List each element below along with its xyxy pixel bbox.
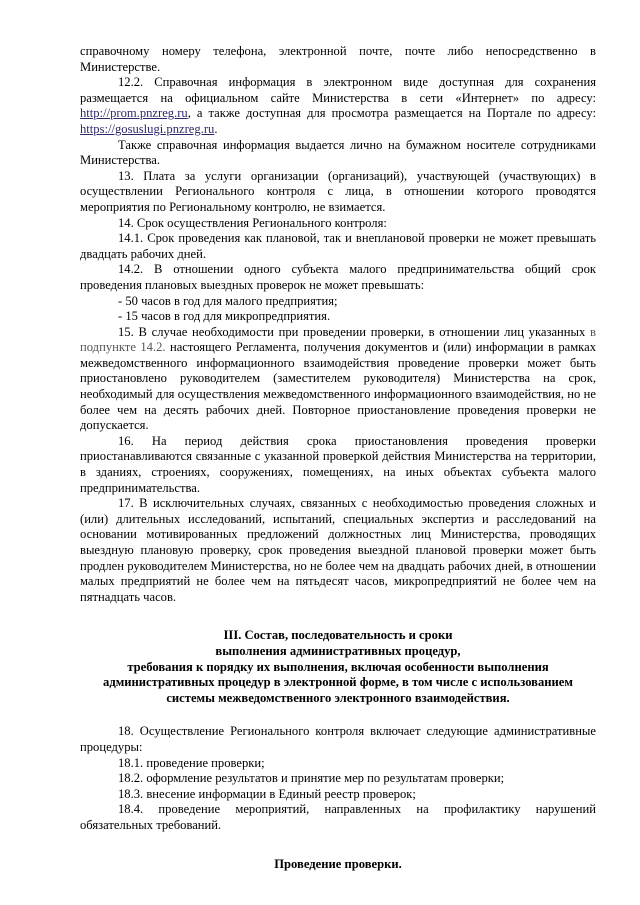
list-item-micro-enterprise: - 15 часов в год для микропредприятия.: [118, 309, 331, 324]
section-heading-line-4: административных процедур в электронной форме, в том числе с использованием: [103, 675, 573, 690]
section-heading-line-1: III. Состав, последовательность и сроки: [223, 628, 453, 643]
paragraph-12-2-text: 12.2. Справочная информация в электронном виде доступная для сохранения размещается на официальном сайте Министерства в сети «Интернет» по адресу:: [80, 75, 596, 105]
spacer: [80, 605, 596, 628]
paragraph-14: 14. Срок осуществления Регионального контроля:: [118, 215, 387, 230]
document-page: [80, 44, 596, 872]
paragraph-12-2-end: .: [214, 121, 218, 136]
section-heading-line-2: выполнения административных процедур,: [215, 643, 461, 658]
paragraph-18: 18. Осуществление Регионального контроля включает следующие административные процедуры:: [80, 724, 596, 754]
subclause-reference: в подпункте 14.2.: [80, 324, 596, 355]
paragraph-14-2: 14.2. В отношении одного субъекта малого предпринимательства общий срок проведения плановых выездных проверок не может превышать:: [80, 262, 596, 292]
paragraph-14-1: 14.1. Срок проведения как плановой, так и внеплановой проверки не может превышать двадцать рабочих дней.: [80, 231, 596, 261]
paragraph-15-rest: настоящего Регламента, получения документов и (или) информации в рамках межведомственного информационного взаимодействия проведение проверки может быть приостановлено руководителем (заместителем руководителя) Министерства на срок, необходимый для осуществления межведомственного информационного взаимодействия, но не более чем на десять рабочих дней. Повторное приостановление проведения проверки не допускается.: [80, 340, 596, 433]
ministry-site-link[interactable]: http://prom.pnzreg.ru: [80, 106, 188, 121]
paragraph-12-2: [80, 75, 596, 137]
subsection-heading: Проведение проверки.: [274, 856, 402, 871]
paragraph-paper-info: Также справочная информация выдается лично на бумажном носителе сотрудниками Министерства.: [80, 137, 596, 168]
list-item-18-2: 18.2. оформление результатов и принятие мер по результатам проверки;: [118, 771, 505, 786]
spacer: [80, 834, 596, 857]
section-heading-line-3: требования к порядку их выполнения, включая особенности выполнения: [127, 659, 549, 674]
section-heading: [80, 628, 596, 706]
spacer: [80, 706, 596, 724]
list-item-small-enterprise: - 50 часов в год для малого предприятия;: [118, 293, 338, 308]
section-heading-line-5: системы межведомственного электронного взаимодействия.: [166, 690, 510, 705]
paragraph-15-text: 15. В случае необходимости при проведении проверки, в отношении лиц указанных: [118, 324, 591, 339]
paragraph-17: 17. В исключительных случаях, связанных с необходимостью проведения сложных и (или) длительных исследований, испытаний, специальных экспертиз и расследований на основании мотивированных предложений должностных лиц Министерства, проводящих выездную плановую проверку, срок проведения выездной плановой проверки может быть продлен руководителем Министерства, но не более чем на двадцать рабочих дней, в отношении малых предприятий не более чем на пятьдесят часов, микропредприятий не более чем на пятнадцать часов.: [80, 496, 596, 604]
paragraph-contact-channels: справочному номеру телефона, электронной почте, почте либо непосредственно в Министерстве.: [80, 44, 596, 74]
list-item-18-3: 18.3. внесение информации в Единый реестр проверок;: [118, 786, 416, 801]
paragraph-13: 13. Плата за услуги организации (организаций), участвующей (участвующих) в осуществлении Регионального контроля с лица, в отношении которого проводятся мероприятия по Региональному контролю, не взимается.: [80, 168, 596, 214]
list-item-18-1: 18.1. проведение проверки;: [118, 755, 265, 770]
paragraph-15: [80, 325, 596, 434]
list-item-18-4: 18.4. проведение мероприятий, направленных на профилактику нарушений обязательных требований.: [80, 802, 596, 832]
paragraph-12-2-mid: , а также доступная для просмотра размещается на Портале по адресу:: [187, 106, 596, 121]
paragraph-16: 16. На период действия срока приостановления проведения проверки приостанавливаются связанные с указанной проверкой действия Министерства на территории, в зданиях, строениях, сооружениях, помещениях, на иных объектах субъекта малого предпринимательства.: [80, 433, 596, 495]
portal-link[interactable]: https://gosuslugi.pnzreg.ru: [80, 121, 215, 136]
